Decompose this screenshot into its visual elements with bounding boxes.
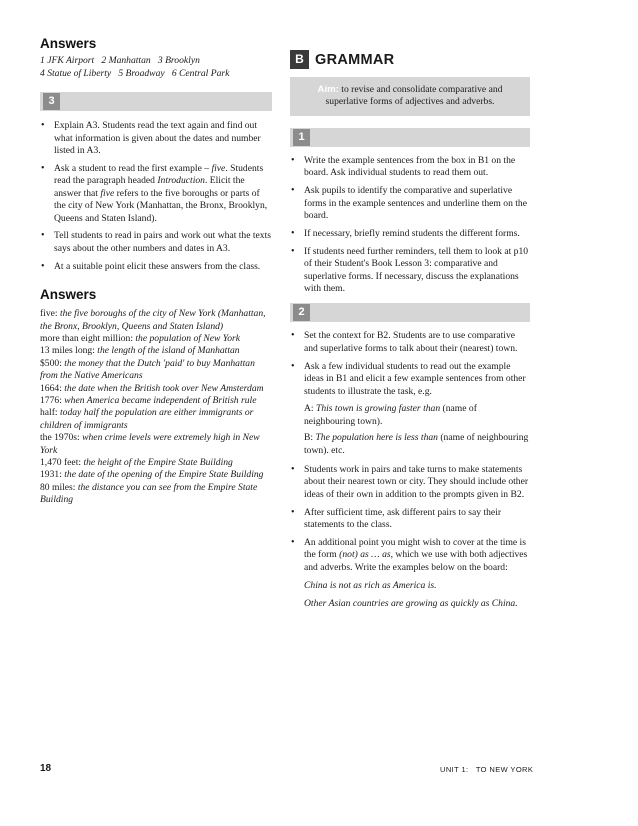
part-2-strip: [290, 303, 530, 322]
list-item: • Write the example sentences from the box in B1 on the board. Ask individual students to read them out.: [290, 155, 530, 180]
list-item: • Ask a student to read the first example – five. Students read the paragraph headed Introduction. Elicit the answer that five refers to the five boroughs or parts of the city of New York (Manhattan, the Bronx, Brooklyn, Queens and Staten Island).: [40, 163, 272, 225]
part-number-badge: 2: [293, 304, 310, 321]
answers-line: 4 Statue of Liberty 5 Broadway 6 Central Park: [40, 67, 230, 79]
list-item: • Tell students to read in pairs and work out what the texts says about the other numbers and dates in A3.: [40, 230, 272, 255]
example-sentence: China is not as rich as America is.: [304, 579, 437, 591]
list-item: • Ask a few individual students to read out the example ideas in B1 and elicit a few example sentences from other students to illustrate the task, e.g.: [290, 361, 530, 398]
section-3-strip: [40, 92, 272, 111]
page-number: 18: [40, 763, 52, 774]
list-item: • Explain A3. Students read the text again and find out what information is given about the dates and number listed in A3.: [40, 120, 272, 157]
answer-item: the 1970s: when crime levels were extremely high in New York: [40, 432, 260, 456]
answers-heading: Answers: [40, 287, 97, 303]
part-1-list: [290, 155, 530, 296]
answer-item: 1776: when America became independent of British rule: [40, 395, 257, 406]
answers-list: [40, 308, 272, 507]
part-2-list: [290, 330, 530, 398]
list-item: • Ask pupils to identify the comparative and superlative forms in the example sentences and underline them on the board.: [290, 185, 530, 222]
example-line: A: This town is growing faster than (name of neighbouring town).: [304, 403, 477, 427]
answer-item: 80 miles: the distance you can see from the Empire State Building: [40, 481, 258, 506]
part-2-list-continued: [290, 464, 530, 574]
aim-label: Aim:: [317, 84, 339, 95]
section-number-badge: 3: [43, 93, 60, 110]
answer-item: 13 miles long: the length of the island of Manhattan: [40, 345, 240, 357]
list-item: • At a suitable point elicit these answers from the class.: [40, 261, 272, 273]
answers-block-1: [40, 36, 272, 80]
section-header: [290, 50, 530, 69]
example-sentence: Other Asian countries are growing as quickly as China.: [304, 598, 518, 610]
list-item: • Set the context for B2. Students are to use comparative and superlative forms to talk about their (nearest) town.: [290, 330, 530, 355]
aim-box: [290, 77, 530, 116]
part-1-strip: [290, 128, 530, 147]
answer-item: 1664: the date when the British took over New Amsterdam: [40, 382, 264, 394]
section-title: GRAMMAR: [315, 51, 395, 68]
list-item: • After sufficient time, ask different pairs to say their statements to the class.: [290, 507, 530, 532]
answer-item: half: today half the population are either immigrants or children of immigrants: [40, 407, 254, 431]
answer-item: $500: the money that the Dutch 'paid' to buy Manhattan from the Native Americans: [40, 357, 255, 382]
unit-footer: UNIT 1: TO NEW YORK: [440, 765, 534, 774]
answer-item: more than eight million: the population of New York: [40, 332, 241, 344]
right-column: [290, 50, 530, 617]
aim-text: to revise and consolidate comparative and superlative forms of adjectives and adverbs.: [325, 84, 503, 108]
section-letter-badge: B: [290, 50, 309, 69]
list-item: • An additional point you might wish to cover at the time is the form (not) as … as, which we use with both adjectives and adverbs. Write the examples below on the board:: [290, 537, 530, 574]
answer-item: 1931: the date of the opening of the Empire State Building: [40, 469, 264, 481]
list-item: • If students need further reminders, tell them to look at p10 of their Student's Book Lesson 3: comparative and superlative forms. If necessary, discuss the explanations with them.: [290, 246, 530, 296]
list-item: • Students work in pairs and take turns to make statements about their nearest town or city. They should include other ideas of their own in addition to the prompts given in B2.: [290, 464, 530, 501]
example-line: B: The population here is less than (name of neighbouring town). etc.: [304, 432, 529, 456]
section-3-list: [40, 120, 272, 273]
answers-line: 1 JFK Airport 2 Manhattan 3 Brooklyn: [40, 55, 200, 66]
list-item: • If necessary, briefly remind students the different forms.: [290, 228, 530, 240]
answers-heading: Answers: [40, 36, 97, 51]
answer-item: 1,470 feet: the height of the Empire State Building: [40, 457, 233, 469]
part-number-badge: 1: [293, 129, 310, 146]
answer-item: five: the five boroughs of the city of New York (Manhattan, the Bronx, Brooklyn, Queens and Staten Island): [40, 308, 266, 332]
left-column: [40, 36, 272, 507]
